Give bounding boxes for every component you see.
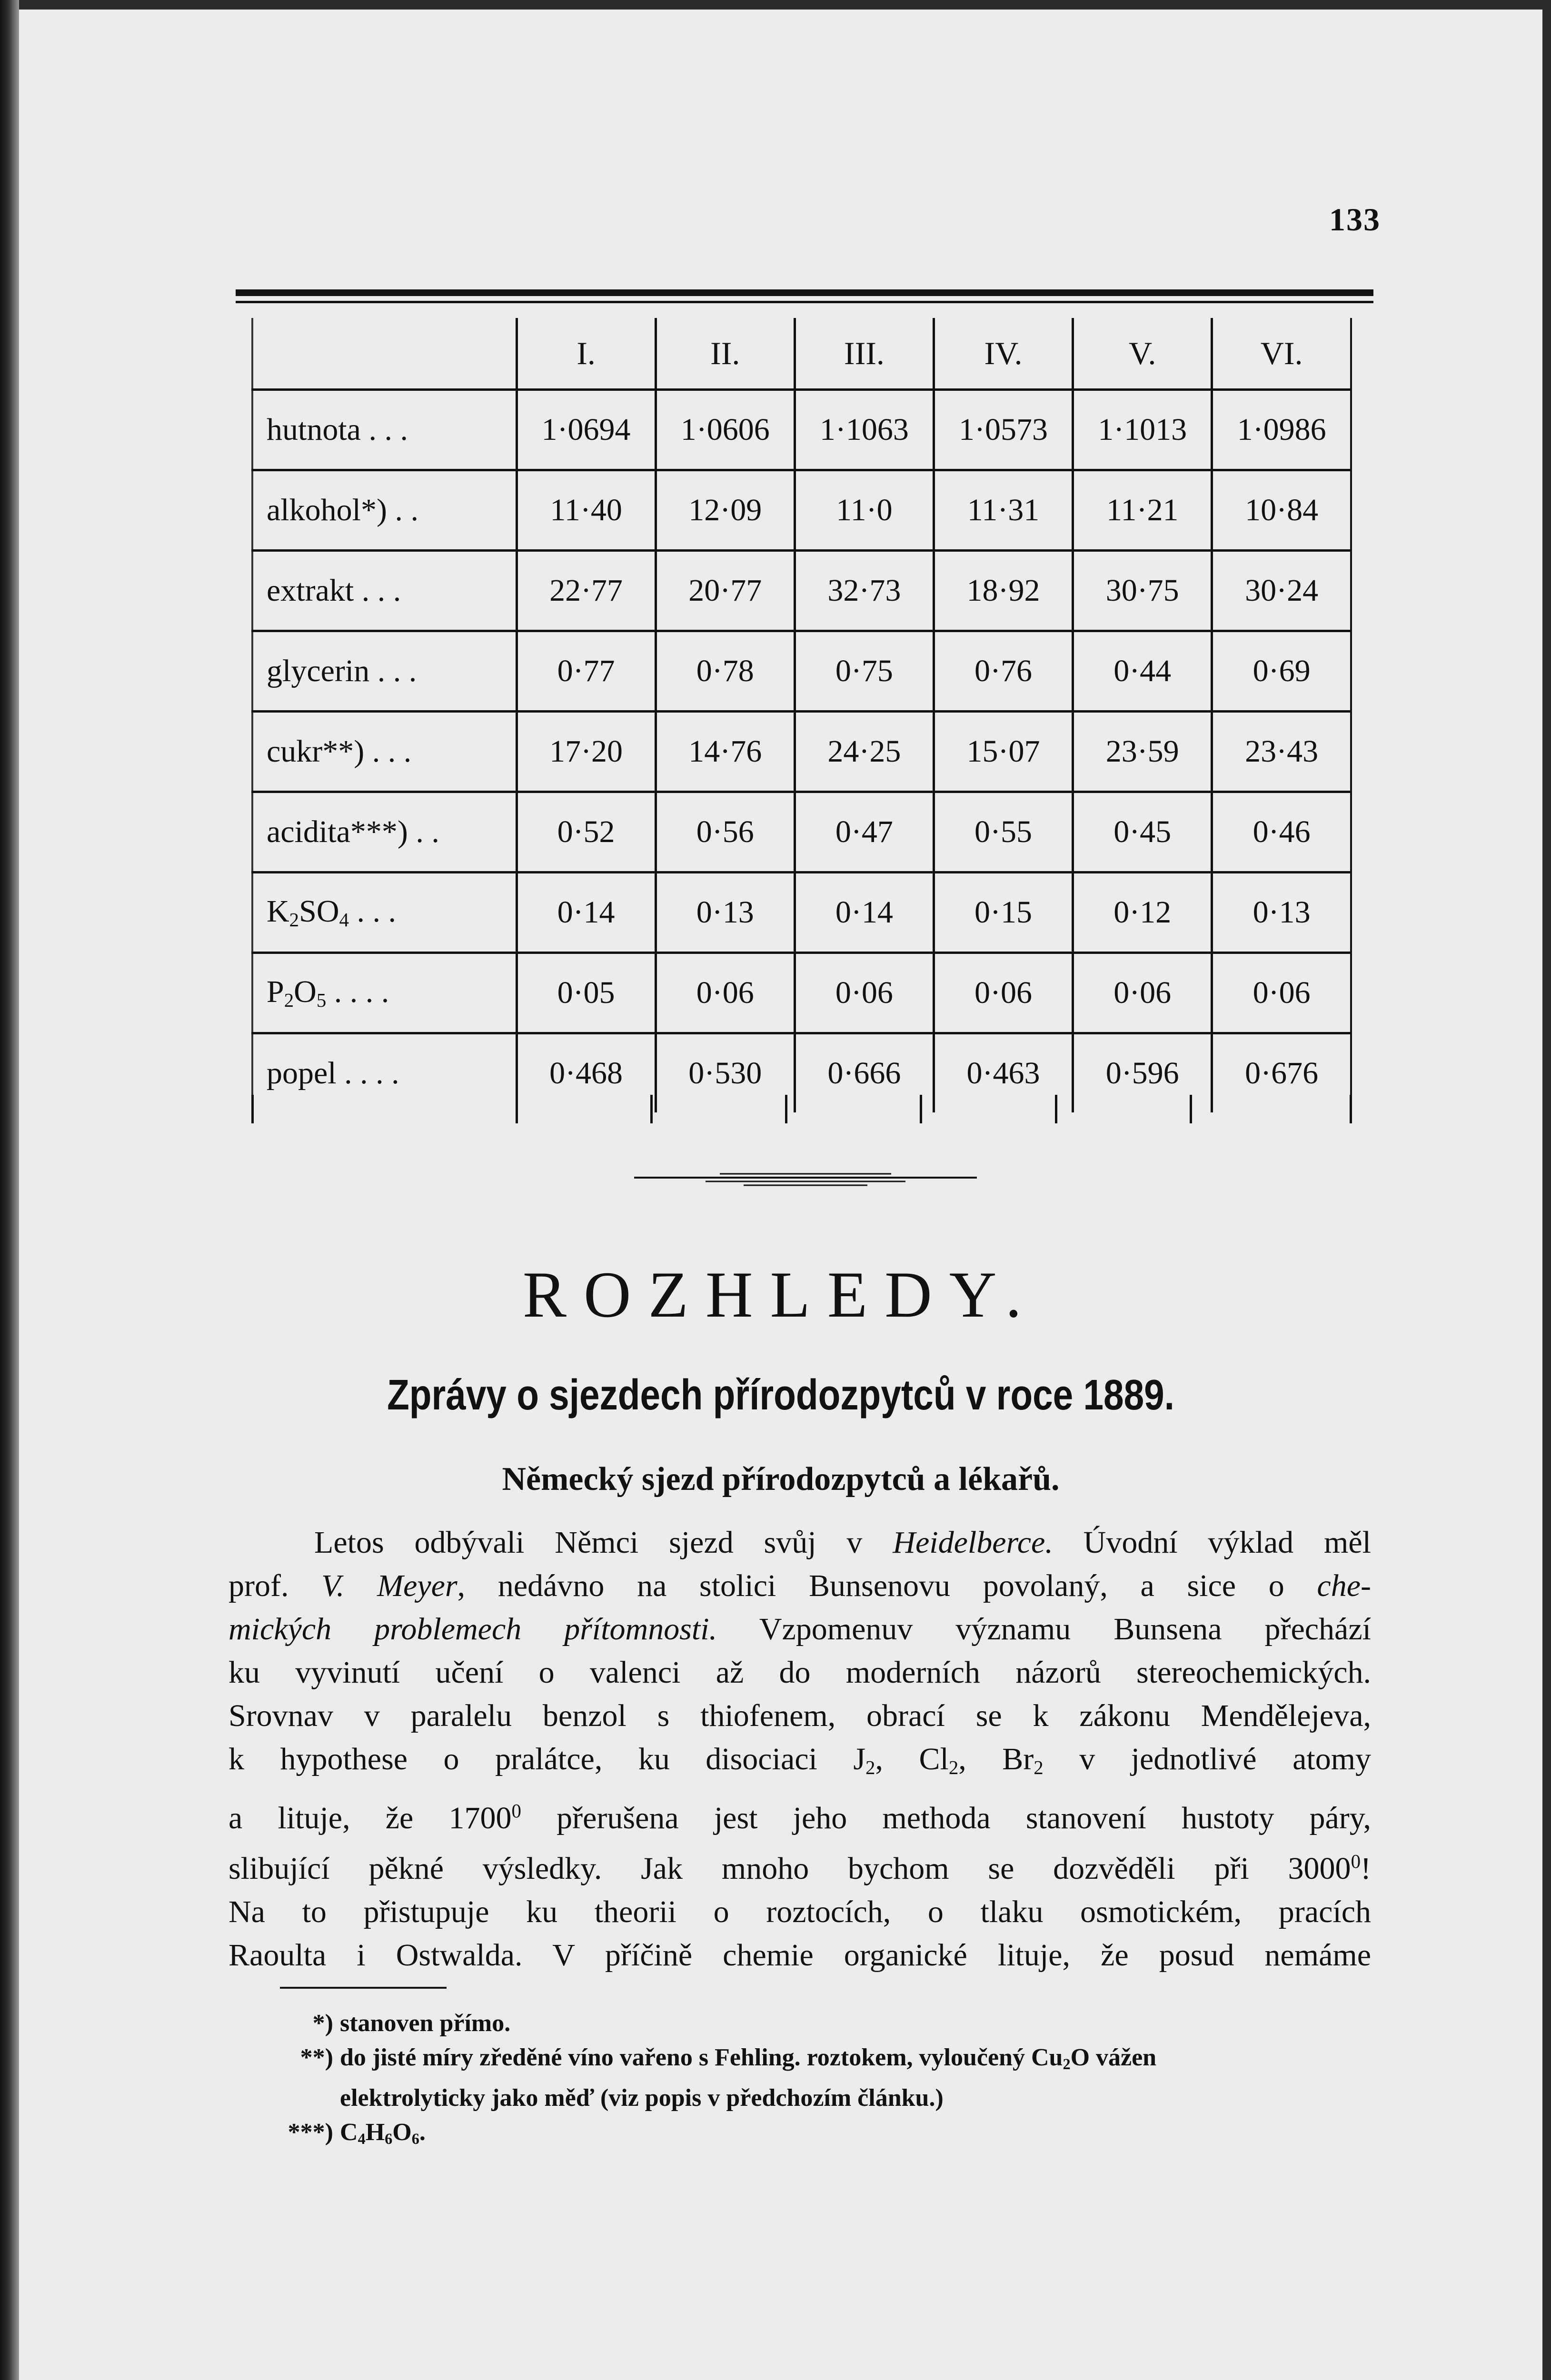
table-cell: 0·06: [1073, 953, 1212, 1033]
table-cell: 0·44: [1073, 631, 1212, 712]
table-cell: 0·06: [934, 953, 1073, 1033]
table-cell: 0·06: [795, 953, 934, 1033]
row-label: $P_2O_5$ . . . .: [252, 953, 517, 1033]
body-line: Na to přistupuje ku theorii o roztocích, o tlaku osmotickém, pracích: [229, 1894, 1371, 1930]
body-line: prof. V. Meyer, nedávno na stolici Bunsenovu povolaný, a sice o che-: [229, 1568, 1371, 1603]
table-cell: 0·77: [517, 631, 656, 712]
table-cell: 0·52: [517, 792, 656, 873]
scan-edge: [0, 0, 19, 2380]
table-cell: 0·75: [795, 631, 934, 712]
row-label: glycerin . . .: [252, 631, 517, 712]
table-cell: 11·31: [934, 470, 1073, 551]
table-cell: 0·69: [1212, 631, 1351, 712]
body-line: k hypothese o pralátce, ku disociaci $J_2$, $Cl_2$, $Br_2$ v jednotlivé atomy: [229, 1742, 1372, 1779]
table-cell: 0·47: [795, 792, 934, 873]
table-cell: 1·0573: [934, 390, 1073, 470]
table-cell: 0·06: [1212, 953, 1351, 1033]
table-cell: 11·21: [1073, 470, 1212, 551]
table-tail-lines: [251, 1095, 1352, 1123]
table-cell: 0·76: [934, 631, 1073, 712]
article-title: Zprávy o sjezdech přírodozpytců v roce 1889.: [387, 1371, 1174, 1419]
section-title: ROZHLEDY.: [522, 1258, 1039, 1331]
table-cell: 0·530: [656, 1033, 795, 1113]
column-header: III.: [795, 318, 934, 390]
table-row: [252, 792, 1351, 873]
table-cell: 0·14: [795, 873, 934, 953]
footnote: ***) $C_4H_6O_6$.: [288, 2119, 426, 2148]
table-row: [252, 551, 1351, 631]
table-cell: 0·13: [656, 873, 795, 953]
table-cell: 24·25: [795, 712, 934, 792]
table-cell: 0·06: [656, 953, 795, 1033]
table-cell: 15·07: [934, 712, 1073, 792]
table-cell: 11·40: [517, 470, 656, 551]
table-row: [252, 470, 1351, 551]
table-row: [252, 712, 1351, 792]
table-cell: 12·09: [656, 470, 795, 551]
column-header: IV.: [934, 318, 1073, 390]
table-cell: 1·0694: [517, 390, 656, 470]
table-cell: 0·45: [1073, 792, 1212, 873]
table-cell: 0·12: [1073, 873, 1212, 953]
table-header-empty: [252, 318, 517, 390]
table-top-rule: [236, 289, 1373, 296]
table-cell: 18·92: [934, 551, 1073, 631]
table-cell: 1·1063: [795, 390, 934, 470]
body-line: Raoulta i Ostwalda. V příčině chemie organické lituje, že posud nemáme: [229, 1938, 1371, 1973]
page-number: 133: [1329, 201, 1381, 238]
body-line: mických problemech přítomnosti. Vzpomenuv významu Bunsena přechází: [229, 1612, 1371, 1646]
table-cell: 0·56: [656, 792, 795, 873]
analysis-table: [251, 318, 1352, 1112]
article-body: [229, 1521, 1371, 1977]
table-cell: 30·24: [1212, 551, 1351, 631]
body-line: Srovnav v paralelu benzol s thiofenem, obrací se k zákonu Mendělejeva,: [229, 1698, 1371, 1733]
table-cell: 0·676: [1212, 1033, 1351, 1113]
table-row: [252, 873, 1351, 953]
body-line: a lituje, že 1700$^0$ přerušena jest jeho methoda stanovení hustoty páry,: [229, 1800, 1372, 1836]
row-label: alkohol*) . .: [252, 470, 517, 551]
table-cell: 0·15: [934, 873, 1073, 953]
table-cell: 17·20: [517, 712, 656, 792]
footnote: **) do jisté míry zředěné víno vařeno s Fehling. roztokem, vyloučený $Cu_2O$ vážen: [300, 2044, 1157, 2073]
table-cell: 0·463: [934, 1033, 1073, 1113]
table-cell: 23·59: [1073, 712, 1212, 792]
table-cell: 0·46: [1212, 792, 1351, 873]
table-cell: 0·468: [517, 1033, 656, 1113]
body-line: slibující pěkné výsledky. Jak mnoho bychom se dozvěděli při 3000$^0$!: [229, 1851, 1371, 1886]
row-label: popel . . . .: [252, 1033, 517, 1113]
footnotes: [229, 2006, 1371, 2156]
footnote: elektrolyticky jako měď (viz popis v předchozím článku.): [340, 2084, 944, 2112]
table-cell: 0·55: [934, 792, 1073, 873]
body-line: ku vyvinutí učení o valenci až do moderních názorů stereochemických.: [229, 1655, 1371, 1690]
table-cell: 0·14: [517, 873, 656, 953]
table-row: [252, 631, 1351, 712]
row-label: extrakt . . .: [252, 551, 517, 631]
row-label: hutnota . . .: [252, 390, 517, 470]
table-row: [252, 953, 1351, 1033]
table-row: [252, 390, 1351, 470]
table-cell: 10·84: [1212, 470, 1351, 551]
ornamental-divider: [634, 1171, 977, 1190]
table-cell: 32·73: [795, 551, 934, 631]
table-cell: 1·0986: [1212, 390, 1351, 470]
table-cell: 0·13: [1212, 873, 1351, 953]
row-label: acidita***) . .: [252, 792, 517, 873]
table-cell: 22·77: [517, 551, 656, 631]
column-header: II.: [656, 318, 795, 390]
table-cell: 0·666: [795, 1033, 934, 1113]
column-header: I.: [517, 318, 656, 390]
column-header: VI.: [1212, 318, 1351, 390]
footnote: *) stanoven přímo.: [312, 2010, 511, 2037]
row-label: $K_2SO_4$ . . .: [252, 873, 517, 953]
footnote-rule: [280, 1987, 447, 1989]
column-header: V.: [1073, 318, 1212, 390]
subsection-title: Německý sjezd přírodozpytců a lékařů.: [502, 1461, 1060, 1497]
table-cell: 1·0606: [656, 390, 795, 470]
table-cell: 23·43: [1212, 712, 1351, 792]
table-cell: 14·76: [656, 712, 795, 792]
table-cell: 20·77: [656, 551, 795, 631]
table-cell: 0·78: [656, 631, 795, 712]
row-label: cukr**) . . .: [252, 712, 517, 792]
table-cell: 30·75: [1073, 551, 1212, 631]
table-cell: 0·05: [517, 953, 656, 1033]
table-header-row: [252, 318, 1351, 390]
body-line: Letos odbývali Němci sjezd svůj v Heidelberce. Úvodní výklad měl: [314, 1525, 1371, 1560]
table-cell: 0·596: [1073, 1033, 1212, 1113]
table-cell: 1·1013: [1073, 390, 1212, 470]
table-cell: 11·0: [795, 470, 934, 551]
book-page: [19, 10, 1542, 2380]
table-top-rule-thin: [236, 301, 1373, 303]
